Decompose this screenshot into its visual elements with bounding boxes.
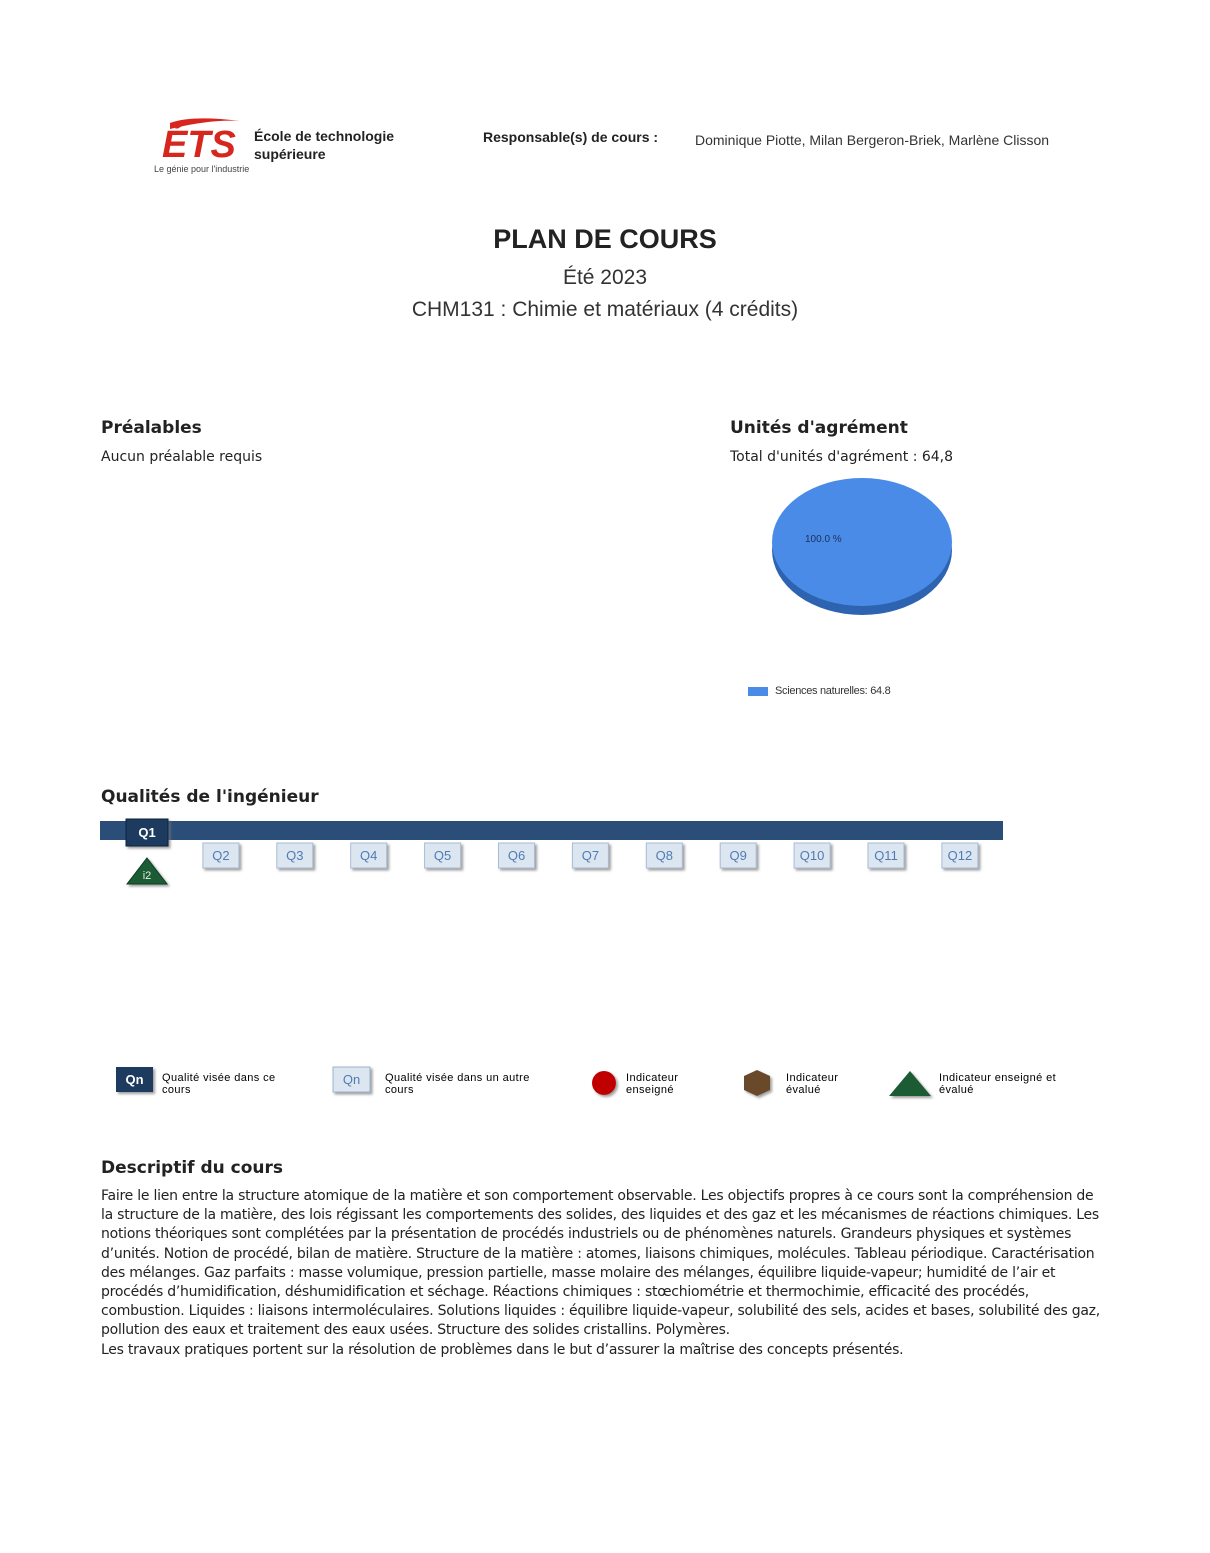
quality-label-q11: Q11	[874, 848, 898, 863]
pie-percent-label: 100.0 %	[805, 534, 842, 545]
quality-label-q8: Q8	[655, 848, 673, 863]
logo-tagline: Le génie pour l'industrie	[154, 164, 250, 174]
responsables-label: Responsable(s) de cours :	[483, 129, 659, 145]
legend-qn-active-label: Qn	[125, 1072, 144, 1087]
school-name-line2: supérieure	[254, 146, 326, 162]
indicator-label: i2	[142, 870, 152, 882]
prerequisites-heading: Préalables	[101, 418, 202, 438]
qualities-bar	[100, 821, 1003, 840]
quality-label-q1: Q1	[138, 825, 156, 840]
quality-label-q9: Q9	[729, 848, 747, 863]
accreditation-total: Total d'unités d'agrément : 64,8	[730, 449, 954, 465]
description-paragraph: Les travaux pratiques portent sur la résolution de problèmes dans le but d’assurer la maîtrise des concepts présentés.	[101, 1341, 904, 1358]
accreditation-heading: Unités d'agrément	[730, 418, 908, 438]
description-body	[101, 1187, 1101, 1360]
pie-legend-label: Sciences naturelles: 64.8	[775, 685, 891, 697]
accreditation-pie-chart	[760, 475, 970, 645]
qualities-legend	[116, 1067, 1056, 1096]
quality-label-q2: Q2	[212, 848, 230, 863]
course-title: CHM131 : Chimie et matériaux (4 crédits)	[411, 298, 799, 321]
description-heading: Descriptif du cours	[101, 1158, 284, 1178]
quality-label-q10: Q10	[799, 848, 825, 863]
qualities-heading: Qualités de l'ingénieur	[101, 787, 319, 807]
quality-label-q4: Q4	[360, 848, 378, 863]
legend-qn-this-text: Qualité visée dans ce cours	[162, 1072, 276, 1096]
quality-label-q6: Q6	[507, 848, 526, 863]
school-name-line1: École de technologie	[254, 128, 395, 144]
legend-taught-evaluated-triangle-icon	[889, 1071, 931, 1096]
quality-label-q5: Q5	[433, 848, 452, 863]
legend-qn-other-text: Qualité visée dans un autre cours	[385, 1072, 530, 1096]
quality-label-q3: Q3	[286, 848, 304, 863]
pie-slice-sciences-naturelles	[772, 478, 952, 606]
legend-evaluated-hexagon-icon	[744, 1070, 770, 1096]
legend-qn-inactive-label: Qn	[342, 1072, 361, 1087]
prerequisites-value: Aucun préalable requis	[101, 449, 263, 465]
ets-logo	[152, 113, 252, 175]
document-title: PLAN DE COURS	[493, 224, 717, 254]
qualities-timeline	[96, 814, 1057, 1114]
quality-label-q12: Q12	[947, 848, 973, 863]
quality-label-q7: Q7	[581, 848, 600, 863]
document-term: Été 2023	[562, 266, 648, 289]
description-paragraph: Faire le lien entre la structure atomique de la matière et son comportement observable. Les objectifs propres à ce cours sont la compréhension de la structure de la matière, des lois régissant les comportements des solides, des liquides et des gaz et les mécanismes de réactions chimiques. Les notions théoriques sont complétées par la présentation de procédés industriels ou de phénomènes naturels. Grandeurs physiques et systèmes d’unités. Notion de procédé, bilan de matière. Structure de la matière : atomes, liaisons chimiques, molécules. Tableau périodique. Caractérisation des mélanges. Gaz parfaits : masse volumique, pression partielle, masse molaire des mélanges, équilibre liquide-vapeur; humidité de l’air et procédés d’humidification, déshumidification et séchage. Réactions chimiques : stœchiométrie et thermochimie, efficacité des procédés, combustion. Liquides : liaisons intermoléculaires. Solutions liquides : équilibre liquide-vapeur, solubilité des sels, acides et bases, solubilité des gaz, pollution des eaux et traitement des eaux usées. Structure des solides cristallins. Polymères.	[101, 1188, 1100, 1339]
pie-legend-swatch	[748, 687, 768, 696]
legend-taught-evaluated-text: Indicateur enseigné et évalué	[939, 1072, 1057, 1096]
responsables-value: Dominique Piotte, Milan Bergeron-Briek, Marlène Clisson	[695, 132, 1050, 148]
legend-taught-circle-icon	[592, 1071, 616, 1095]
school-name	[254, 127, 394, 163]
logo-text: ÉTS	[162, 124, 236, 166]
legend-taught-text: Indicateur enseigné	[626, 1072, 679, 1096]
legend-evaluated-text: Indicateur évalué	[786, 1072, 839, 1096]
